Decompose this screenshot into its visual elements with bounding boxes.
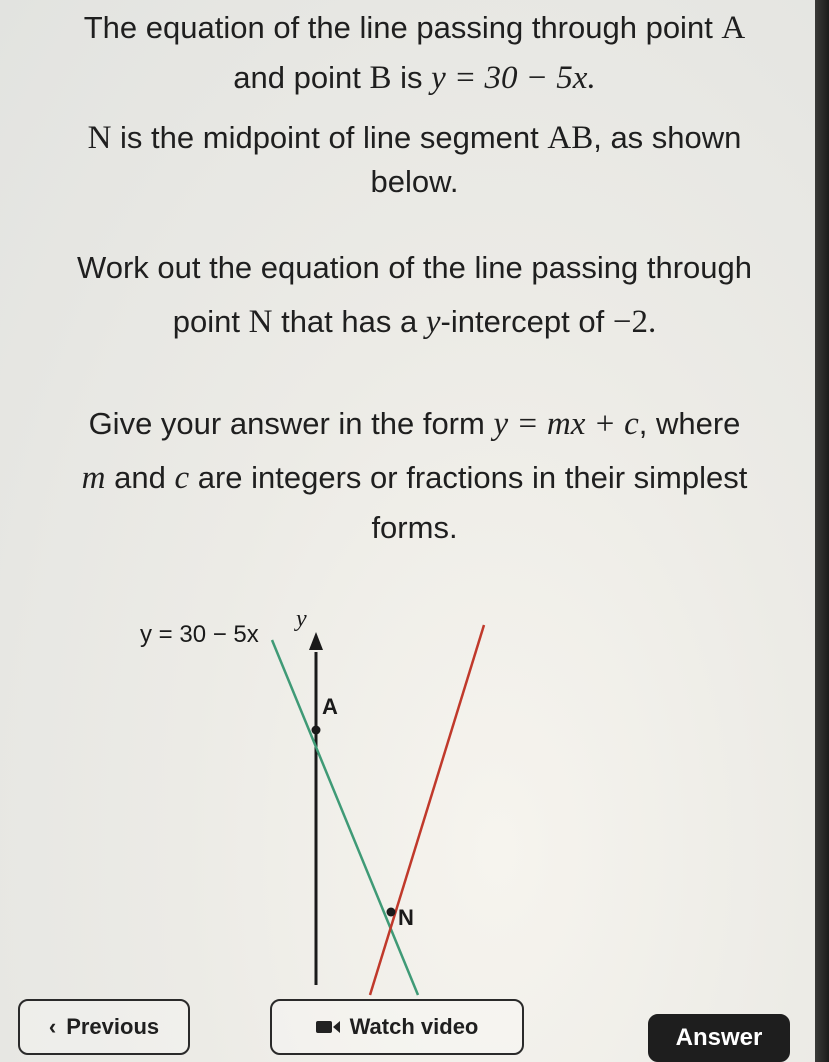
intercept-value: −2. [612, 304, 657, 340]
question-text: and [105, 460, 175, 495]
question-text: , as shown [593, 120, 742, 155]
point-n [387, 908, 396, 917]
c-variable: c [174, 460, 190, 496]
question-text: is the midpoint of line segment [111, 120, 548, 155]
chevron-left-icon: ‹ [48, 1014, 57, 1039]
watch-video-label: Watch video [349, 1014, 479, 1039]
question-line-4: below. [370, 164, 459, 199]
y-axis-label: y [296, 606, 307, 632]
line-ab [272, 640, 418, 995]
answer-form: y = mx + c [493, 406, 639, 442]
question-text: Give your answer in the form [88, 406, 494, 441]
watch-video-button[interactable] [270, 999, 524, 1055]
point-a-label: A [322, 694, 338, 719]
screen-edge [815, 0, 829, 1062]
question-text: point [172, 304, 249, 339]
line-through-n [370, 625, 484, 995]
point-n-ref: N [87, 120, 112, 156]
equation-label: y = 30 − 5x [140, 621, 259, 648]
question-line-5: Work out the equation of the line passing through [77, 250, 752, 285]
question-text: The equation of the line passing through point [83, 10, 722, 45]
point-a [312, 726, 321, 735]
question-text: are integers or fractions in their simplest [189, 460, 748, 495]
point-n-label: N [398, 905, 414, 930]
m-variable: m [81, 460, 106, 496]
video-camera-icon [316, 1021, 340, 1033]
line-equation: y = 30 − 5x. [431, 60, 596, 96]
point-n-ref: N [248, 304, 273, 340]
y-variable: y [425, 304, 441, 340]
question-text: and point [233, 60, 370, 95]
point-b-ref: B [369, 60, 392, 96]
previous-button[interactable] [18, 999, 190, 1055]
y-axis-arrow-icon [309, 632, 323, 650]
question-line-9: forms. [371, 510, 458, 545]
question-text: is [391, 60, 432, 95]
answer-label: Answer [675, 1024, 763, 1051]
previous-label: Previous [66, 1014, 160, 1039]
segment-ab-ref: AB [547, 120, 594, 156]
question-text: -intercept of [440, 304, 613, 339]
point-a-ref: A [721, 10, 746, 46]
question-text: , where [638, 406, 741, 441]
question-text: that has a [272, 304, 426, 339]
answer-button[interactable] [648, 1014, 790, 1062]
